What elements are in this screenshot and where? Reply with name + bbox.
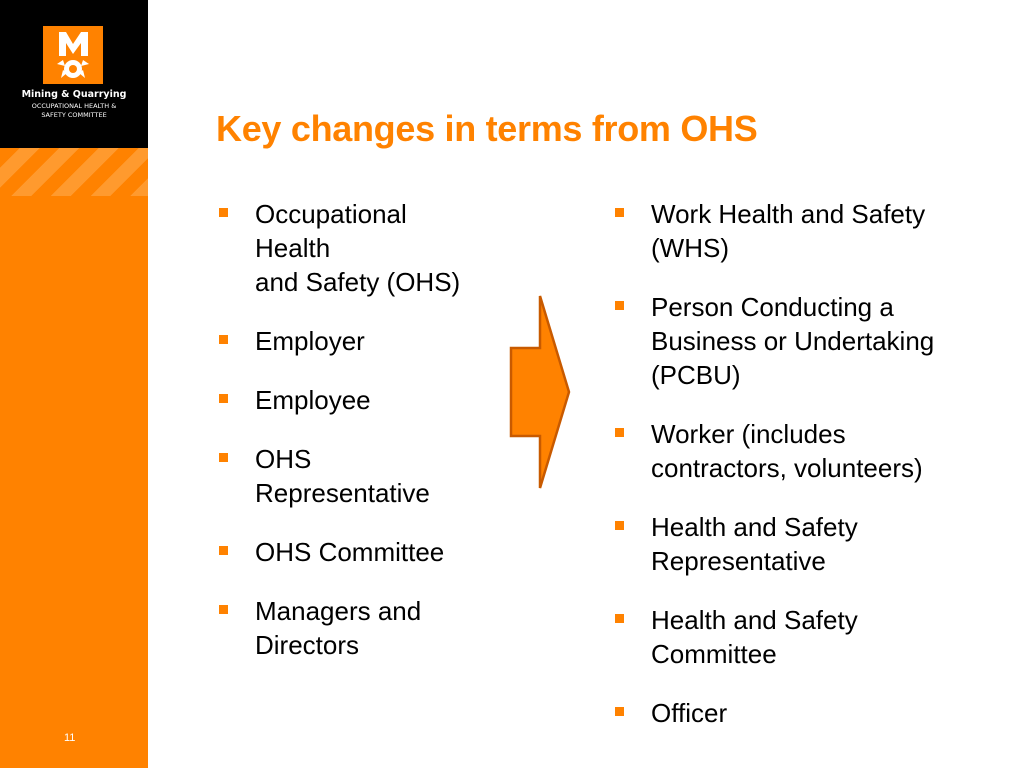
square-bullet-icon xyxy=(615,521,624,530)
ohs-terms-item-line: OHS xyxy=(255,444,312,474)
ohs-terms-item-line: Occupational xyxy=(255,199,407,229)
stripe-band xyxy=(0,148,148,196)
mq-logo-icon xyxy=(43,26,103,84)
whs-terms-item-line: Committee xyxy=(651,639,777,669)
brand-subtitle-line2: SAFETY COMMITTEE xyxy=(41,111,107,119)
square-bullet-icon xyxy=(615,707,624,716)
square-bullet-icon xyxy=(219,546,228,555)
slide-number: 11 xyxy=(64,732,76,744)
whs-terms-item-line: Worker (includes xyxy=(651,419,846,449)
whs-terms-item xyxy=(611,696,981,730)
square-bullet-icon xyxy=(219,208,228,217)
whs-terms-item xyxy=(611,603,981,671)
whs-terms-item-line: contractors, volunteers) xyxy=(651,453,923,483)
whs-terms-item-line: Person Conducting a xyxy=(651,292,894,322)
ohs-terms-item xyxy=(215,324,515,358)
whs-terms-item-line: Officer xyxy=(651,698,728,728)
brand-subtitle-line1: OCCUPATIONAL HEALTH & xyxy=(31,102,117,110)
whs-terms-item xyxy=(611,417,981,485)
whs-terms-item-line: Health and Safety xyxy=(651,605,858,635)
square-bullet-icon xyxy=(615,614,624,623)
whs-terms-item-line: (PCBU) xyxy=(651,360,741,390)
whs-terms-item-line: Representative xyxy=(651,546,826,576)
square-bullet-icon xyxy=(219,394,228,403)
ohs-terms-item xyxy=(215,594,515,662)
right-arrow-icon xyxy=(508,292,572,492)
ohs-terms-item xyxy=(215,383,515,417)
slide-title: Key changes in terms from OHS xyxy=(216,108,758,149)
ohs-terms-item-line: Employer xyxy=(255,326,365,356)
ohs-terms-item xyxy=(215,197,515,299)
whs-terms-item xyxy=(611,510,981,578)
whs-terms-item-line: Health and Safety xyxy=(651,512,858,542)
whs-terms-item-line: Work Health and Safety xyxy=(651,199,926,229)
ohs-terms-item-line: OHS Committee xyxy=(255,537,445,567)
whs-terms-item xyxy=(611,197,981,265)
ohs-terms-list xyxy=(215,197,515,687)
ohs-terms-item-line: Managers and xyxy=(255,596,422,626)
whs-terms-item-line: Business or Undertaking xyxy=(651,326,935,356)
ohs-terms-item-line: Health xyxy=(255,233,331,263)
logo-block xyxy=(0,0,148,148)
brand-name: Mining & Quarrying xyxy=(21,89,127,100)
sidebar xyxy=(0,0,148,768)
ohs-terms-item-line: Directors xyxy=(255,630,360,660)
whs-terms-item-line: (WHS) xyxy=(651,233,729,263)
square-bullet-icon xyxy=(219,453,228,462)
ohs-terms-item-line: Representative xyxy=(255,478,430,508)
square-bullet-icon xyxy=(219,335,228,344)
whs-terms-list xyxy=(611,197,981,755)
whs-terms-item xyxy=(611,290,981,392)
square-bullet-icon xyxy=(615,301,624,310)
ohs-terms-item xyxy=(215,442,515,510)
square-bullet-icon xyxy=(219,605,228,614)
square-bullet-icon xyxy=(615,208,624,217)
ohs-terms-item xyxy=(215,535,515,569)
square-bullet-icon xyxy=(615,428,624,437)
ohs-terms-item-line: Employee xyxy=(255,385,371,415)
ohs-terms-item-line: and Safety (OHS) xyxy=(255,267,461,297)
